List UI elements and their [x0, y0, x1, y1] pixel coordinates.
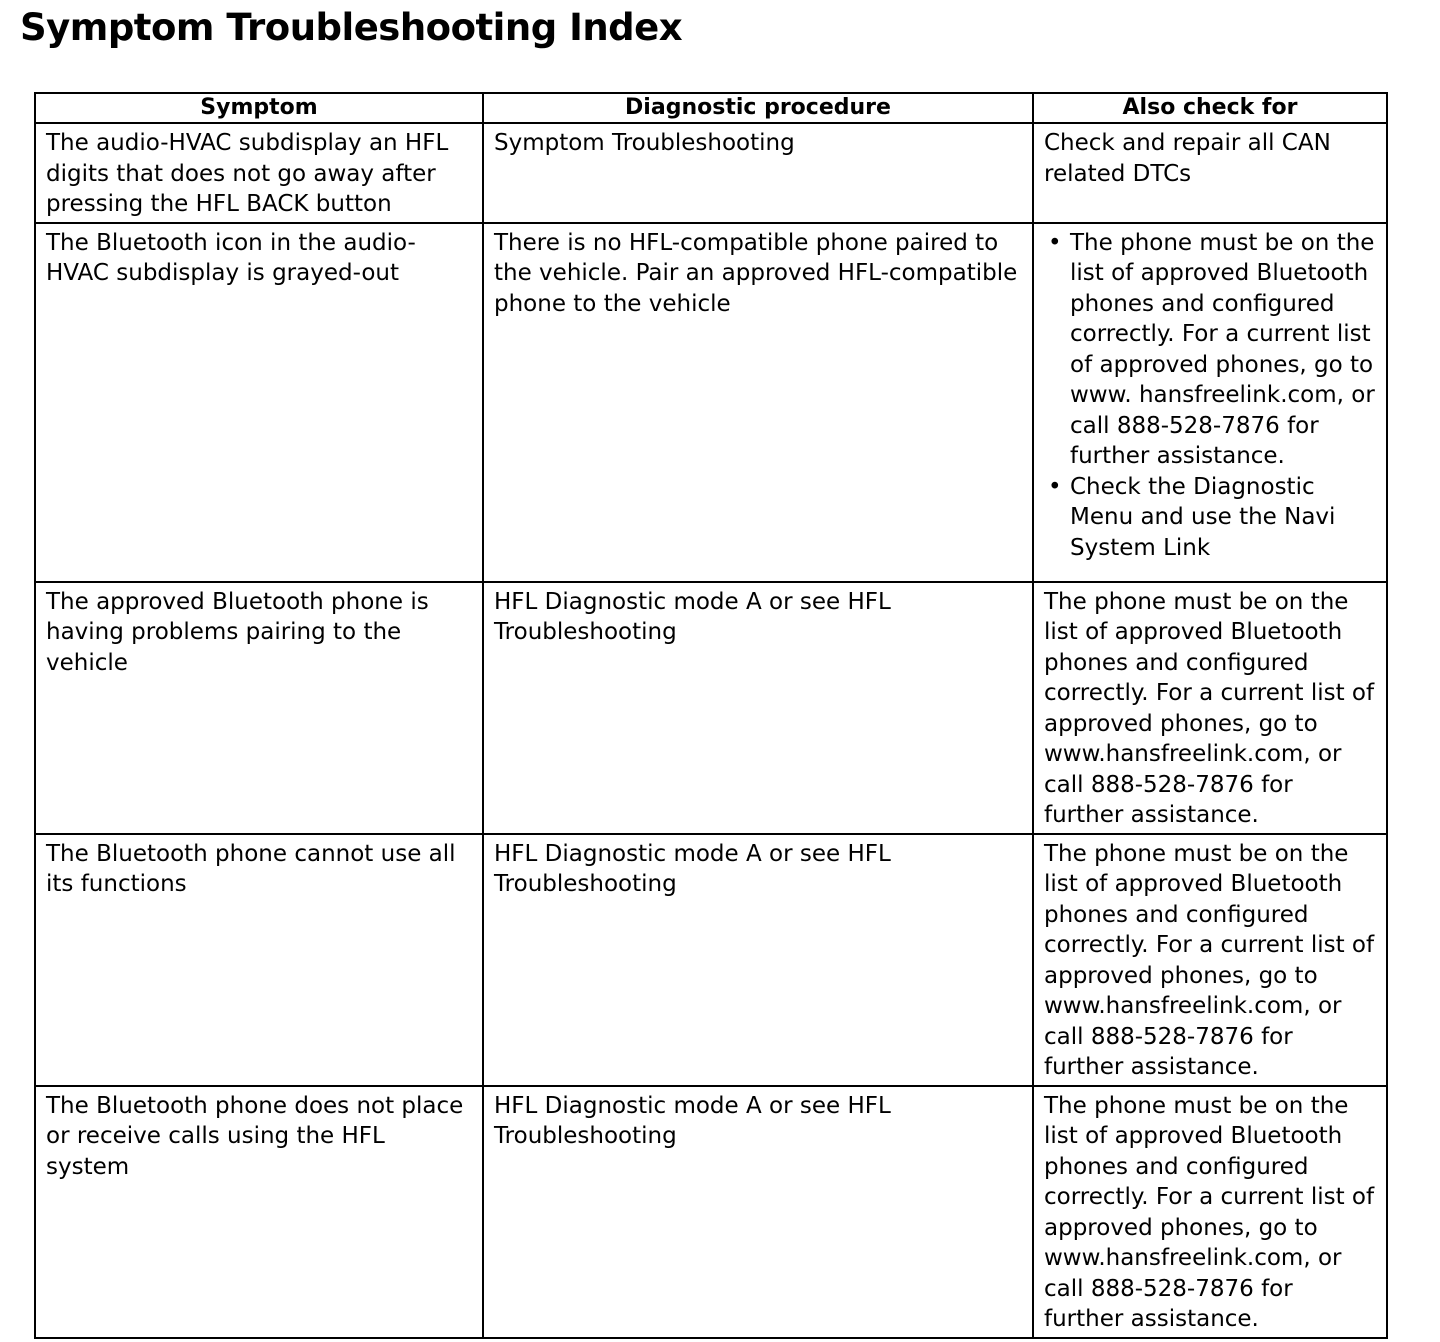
list-item-text: The phone must be on the list of approved Bluetooth phones and configured correctly. For a current list of approved phones, go to www. hansfreelink.com, or call 888-528-7876 for further assistance.: [1070, 229, 1375, 469]
page-title: Symptom Troubleshooting Index: [20, 6, 683, 49]
table-row: [35, 582, 1387, 834]
table-header-row: [35, 93, 1387, 123]
also-check-cell: The phone must be on the list of approved Bluetooth phones and configured correctly. For a current list of approved phones, go to www.hansfreelink.com, or call 888-528-7876 for further assistance.: [1033, 582, 1387, 834]
also-check-cell: The phone must be on the list of approved Bluetooth phones and configured correctly. For a current list of approved phones, go to www.hansfreelink.com, or call 888-528-7876 for further assistance.: [1033, 834, 1387, 1086]
symptom-cell: The Bluetooth phone cannot use all its functions: [35, 834, 483, 1086]
table-row: [35, 223, 1387, 582]
table-row: [35, 1086, 1387, 1338]
list-item-text: Check the Diagnostic Menu and use the Navi System Link: [1070, 473, 1336, 561]
column-header-symptom: Symptom: [35, 93, 483, 123]
also-check-list: [1044, 228, 1376, 564]
bullet-icon: •: [1048, 229, 1062, 256]
list-item: [1044, 472, 1376, 564]
table-row: [35, 834, 1387, 1086]
also-check-cell: The phone must be on the list of approved Bluetooth phones and configured correctly. For a current list of approved phones, go to www.hansfreelink.com, or call 888-528-7876 for further assistance.: [1033, 1086, 1387, 1338]
bullet-icon: •: [1048, 473, 1062, 500]
list-item: [1044, 228, 1376, 472]
procedure-cell: HFL Diagnostic mode A or see HFL Troubleshooting: [483, 834, 1033, 1086]
procedure-cell: Symptom Troubleshooting: [483, 123, 1033, 223]
column-header-diagnostic-procedure: Diagnostic procedure: [483, 93, 1033, 123]
also-check-cell: Check and repair all CAN related DTCs: [1033, 123, 1387, 223]
also-check-cell: [1033, 223, 1387, 582]
procedure-cell: HFL Diagnostic mode A or see HFL Troubleshooting: [483, 582, 1033, 834]
symptom-cell: The Bluetooth phone does not place or receive calls using the HFL system: [35, 1086, 483, 1338]
symptom-troubleshooting-table: [34, 92, 1388, 1339]
column-header-also-check-for: Also check for: [1033, 93, 1387, 123]
symptom-cell: The Bluetooth icon in the audio-HVAC subdisplay is grayed-out: [35, 223, 483, 582]
procedure-cell: HFL Diagnostic mode A or see HFL Troubleshooting: [483, 1086, 1033, 1338]
symptom-cell: The approved Bluetooth phone is having problems pairing to the vehicle: [35, 582, 483, 834]
table-row: [35, 123, 1387, 223]
symptom-cell: The audio-HVAC subdisplay an HFL digits that does not go away after pressing the HFL BACK button: [35, 123, 483, 223]
procedure-cell: There is no HFL-compatible phone paired to the vehicle. Pair an approved HFL-compatible phone to the vehicle: [483, 223, 1033, 582]
